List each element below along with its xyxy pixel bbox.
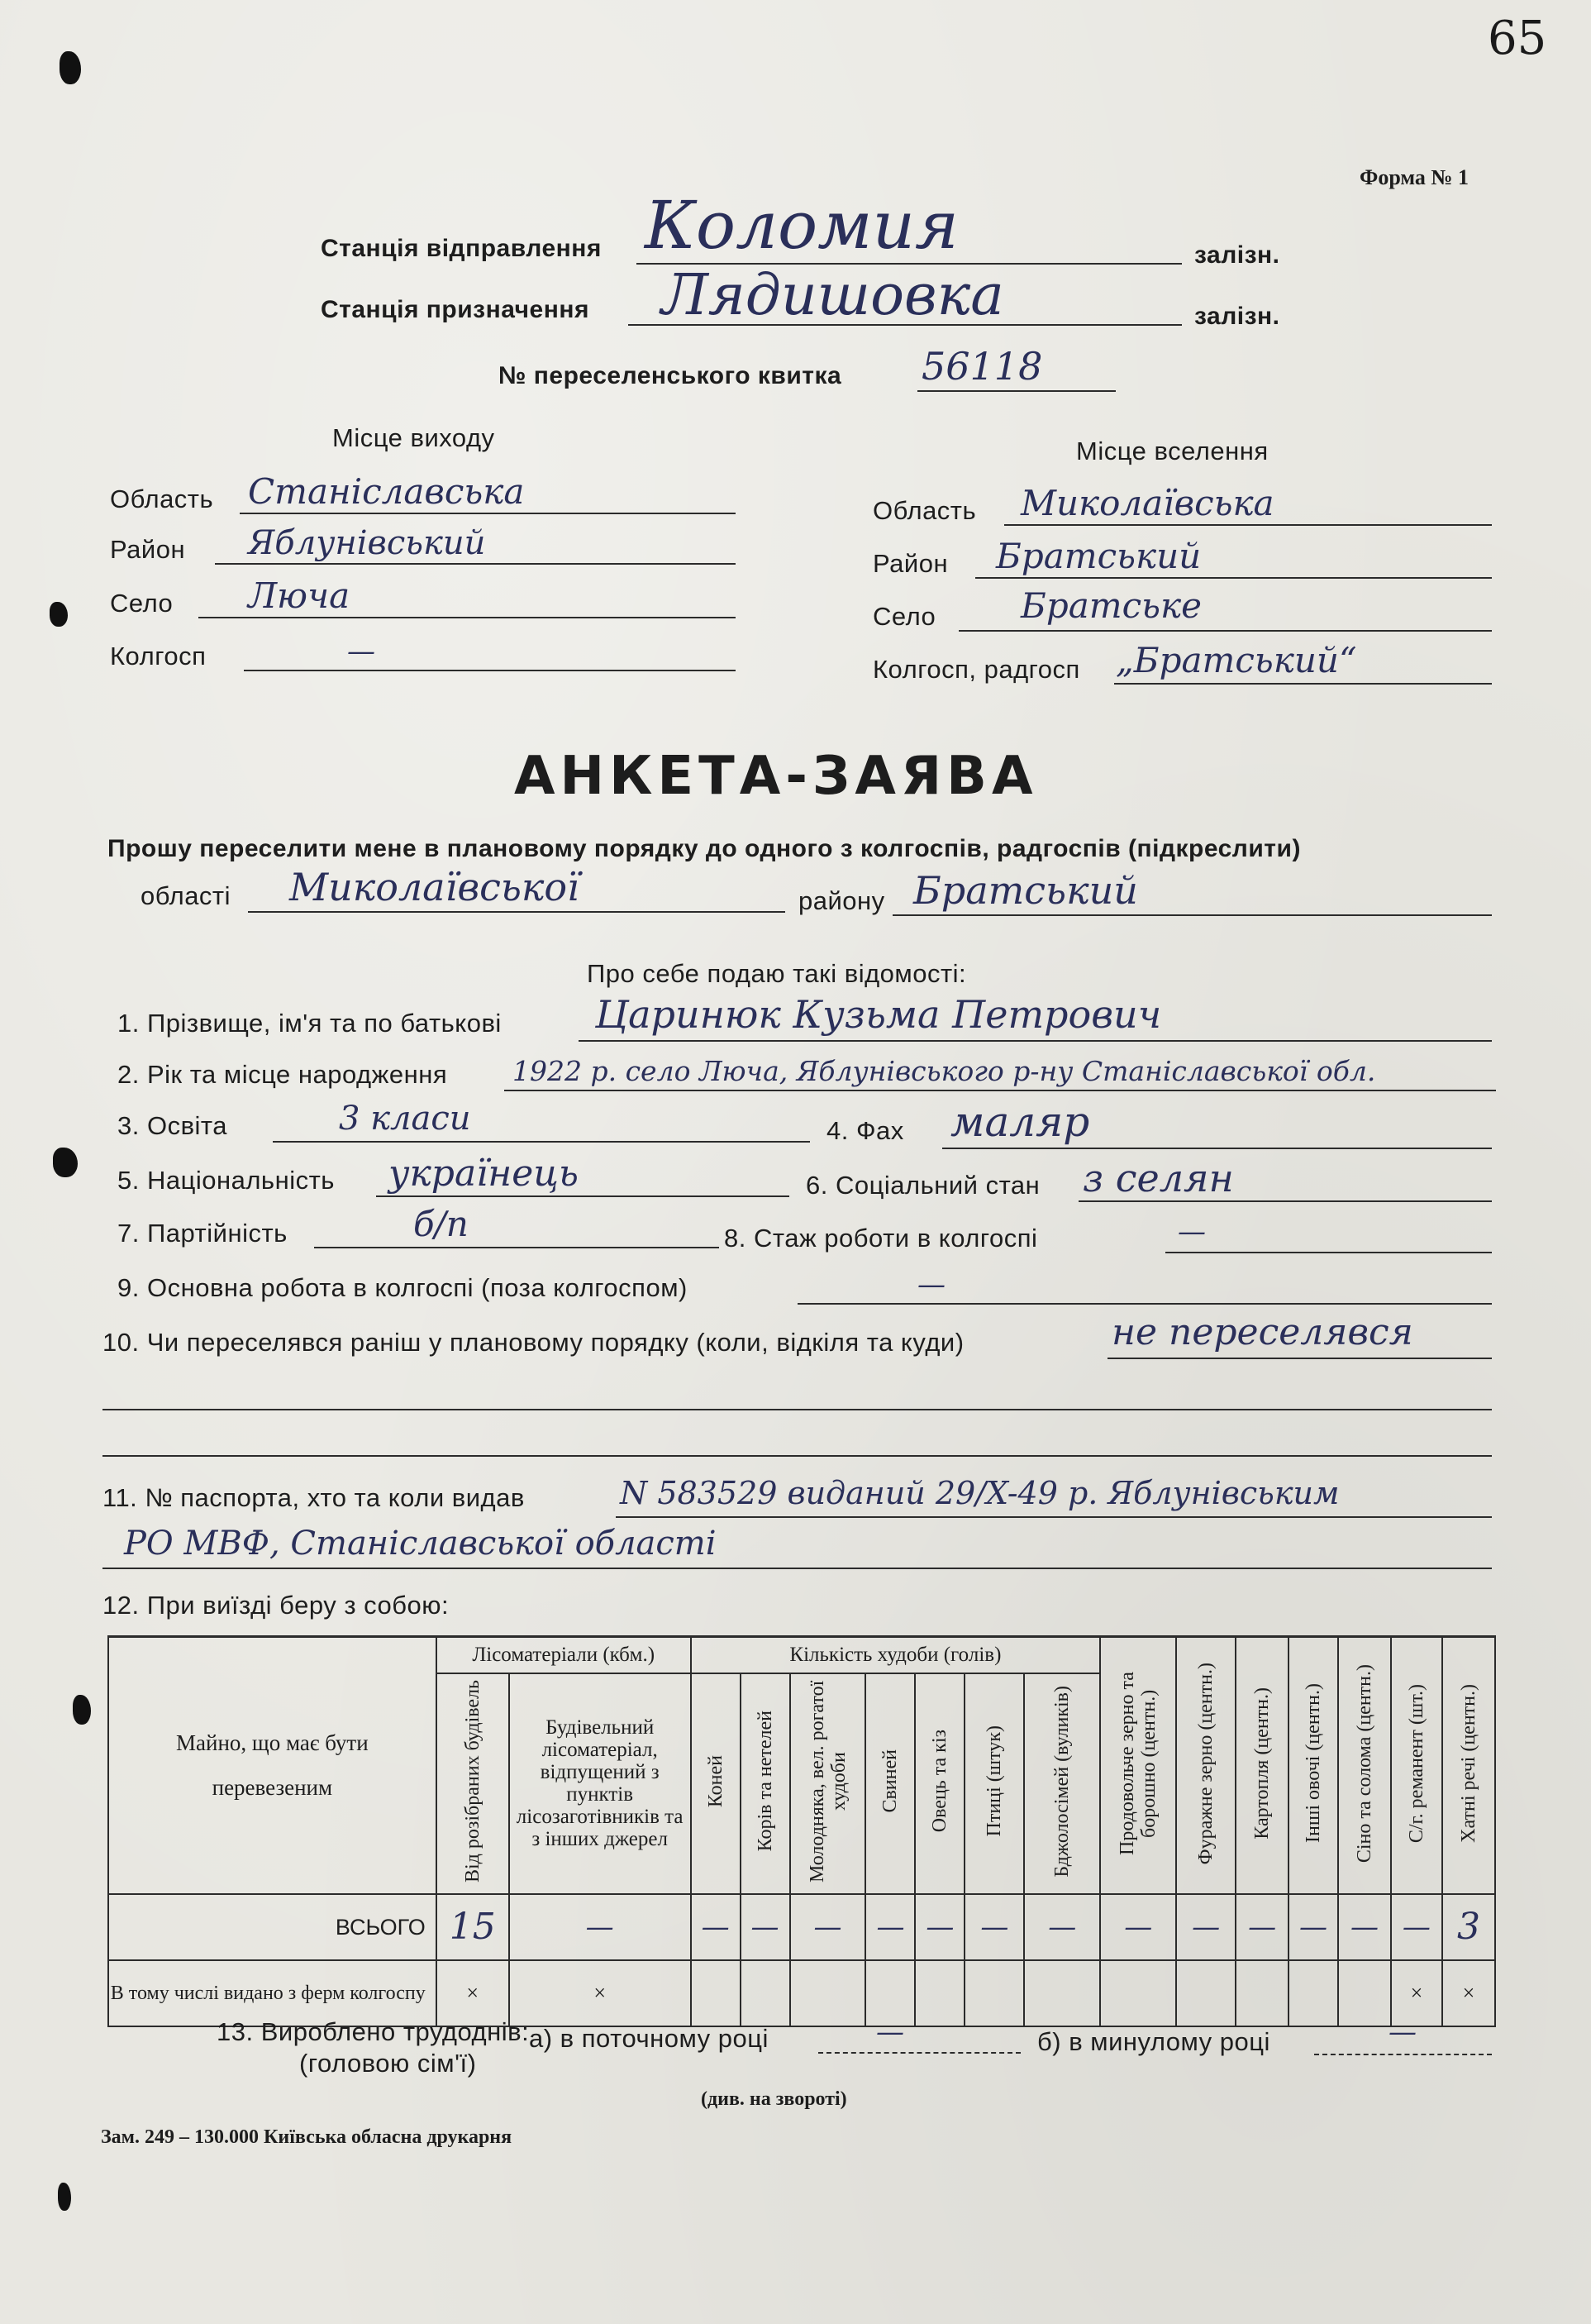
request-raion-value: Братський — [913, 868, 1138, 913]
origin-kolhosp-value: — — [347, 635, 375, 668]
col-header-pigs: Свиней — [879, 1749, 902, 1813]
table-cell — [741, 1960, 790, 2026]
q13-label: 13. Вироблено трудоднів: — [217, 2017, 530, 2046]
origin-selo-value: Люча — [248, 575, 350, 616]
q3-value: 3 класи — [339, 1100, 471, 1138]
origin-selo-label: Село — [110, 589, 174, 618]
table-cell: — — [691, 1894, 741, 1960]
table-cell: — — [1176, 1894, 1236, 1960]
table-cell — [1176, 1960, 1236, 2026]
q7-value: б/п — [413, 1204, 469, 1244]
q6-value: з селян — [1083, 1156, 1234, 1200]
col-header-cell — [965, 1673, 1024, 1894]
intro-text: Про себе подаю такі відомості: — [587, 959, 967, 988]
request-oblast-line — [248, 911, 785, 913]
table-cell: — — [1289, 1894, 1338, 1960]
departure-station-value: Коломия — [645, 187, 959, 264]
q2-line — [504, 1090, 1496, 1091]
table-row-farm — [108, 1960, 1495, 2026]
col-header-hay-straw: Сіно та солома (центн.) — [1353, 1663, 1375, 1863]
table-cell: — — [1100, 1894, 1176, 1960]
table-cell: × — [509, 1960, 691, 2026]
col-header-cell — [509, 1673, 691, 1894]
destination-kolhosp-line — [1114, 683, 1492, 685]
property-header: Майно, що має бути перевезеним — [176, 1730, 369, 1801]
col-header-fodder-grain: Фуражне зерно (центн.) — [1195, 1662, 1217, 1864]
table-cell: — — [915, 1894, 965, 1960]
q3-label: 3. Освіта — [117, 1111, 228, 1140]
request-text: Прошу переселити мене в плановому порядку до одного з колгоспів, радгоспів (підкреслити) — [107, 835, 1301, 862]
q4-line — [942, 1148, 1492, 1149]
q9-value: — — [917, 1268, 946, 1301]
destination-heading: Місце вселення — [1076, 437, 1269, 465]
q5-line — [376, 1195, 789, 1197]
col-header-poultry: Птиці (штук) — [984, 1725, 1006, 1837]
table-cell: 3 — [1442, 1894, 1495, 1960]
table-cell — [790, 1960, 866, 2026]
printer-imprint: Зам. 249 – 130.000 Київська обласна друкарня — [101, 2126, 512, 2148]
origin-selo-line — [198, 617, 736, 618]
col-header-food-grain: Продовольче зерно та борошно (центн.) — [1117, 1671, 1160, 1855]
q10-label: 10. Чи переселявся раніш у плановому порядку (коли, відкіля та куди) — [102, 1328, 965, 1357]
col-header-cell — [1442, 1637, 1495, 1894]
col-header-potatoes: Картопля (центн.) — [1251, 1687, 1274, 1840]
col-header-horses: Коней — [704, 1754, 726, 1808]
table-cell: — — [865, 1894, 915, 1960]
row-total-label: ВСЬОГО — [335, 1914, 426, 1940]
col-header-household-items: Хатні речі (центн.) — [1457, 1683, 1479, 1843]
origin-oblast-label: Область — [110, 484, 214, 513]
destination-station-value: Лядишовка — [661, 263, 1004, 328]
q11-value-2: РО МВФ, Станіславської області — [124, 1525, 717, 1563]
col-header-bee-colonies: Бджолосімей (вуликів) — [1051, 1685, 1074, 1878]
q7-line — [314, 1247, 719, 1248]
col-header-cell — [1176, 1637, 1236, 1894]
q8-value: — — [1178, 1215, 1206, 1248]
origin-kolhosp-line — [244, 670, 736, 671]
q11-value: N 583529 виданий 29/X-49 р. Яблунівським — [620, 1475, 1340, 1511]
col-header-building-timber: Будівельний лісоматеріал, відпущений з пунктів лісозаготівників та з інших джерел — [516, 1716, 684, 1850]
q13-b-value: — — [1389, 2016, 1417, 2049]
livestock-group-cell — [691, 1637, 1101, 1673]
punch-hole-mark — [60, 51, 81, 84]
property-header-cell — [108, 1637, 436, 1894]
q10-extra-line — [102, 1455, 1492, 1457]
q10-extra-line — [102, 1409, 1492, 1410]
col-header-cell — [1024, 1673, 1100, 1894]
origin-heading: Місце виходу — [332, 423, 495, 452]
col-header-cell — [1289, 1637, 1338, 1894]
q5-value: українець — [388, 1152, 579, 1195]
form-label: Форма № 1 — [1360, 165, 1470, 189]
punch-hole-mark — [53, 1148, 78, 1177]
q4-label: 4. Фах — [826, 1116, 904, 1145]
q9-line — [798, 1303, 1492, 1305]
table-cell: — — [965, 1894, 1024, 1960]
destination-raion-label: Район — [873, 549, 949, 578]
q5-label: 5. Національність — [117, 1166, 335, 1195]
reverse-side-note: (див. на звороті) — [701, 2088, 847, 2110]
col-header-cell — [915, 1673, 965, 1894]
destination-selo-label: Село — [873, 602, 936, 631]
col-header-cell — [1391, 1637, 1442, 1894]
table-cell — [1338, 1960, 1391, 2026]
table-cell: — — [1391, 1894, 1442, 1960]
table-cell: — — [790, 1894, 866, 1960]
destination-selo-value: Братське — [1021, 585, 1202, 626]
q12-label: 12. При виїзді беру з собою: — [102, 1591, 450, 1620]
page-number: 65 — [1488, 12, 1547, 65]
col-header-cows: Корів та нетелей — [754, 1711, 776, 1852]
livestock-group-header: Кількість худоби (голів) — [789, 1643, 1002, 1666]
col-header-cell — [741, 1673, 790, 1894]
q1-value: Царинюк Кузьма Петрович — [595, 992, 1162, 1037]
col-header-sheep-goats: Овець та кіз — [929, 1730, 951, 1833]
table-cell: — — [741, 1894, 790, 1960]
ticket-line — [917, 390, 1116, 392]
table-cell — [691, 1960, 741, 2026]
destination-oblast-value: Миколаївська — [1021, 483, 1274, 523]
row-farm-label: В тому числі видано з ферм колгоспу — [110, 1982, 426, 2004]
q11-line — [616, 1516, 1492, 1518]
q13-a-value: — — [876, 2016, 904, 2049]
col-header-cell — [1338, 1637, 1391, 1894]
col-header-farm-tools: С/г. реманент (шт.) — [1405, 1683, 1427, 1843]
origin-raion-value: Яблунівський — [248, 524, 486, 562]
table-cell — [1236, 1960, 1289, 2026]
punch-hole-mark — [58, 2183, 71, 2211]
q11-label: 11. № паспорта, хто та коли видав — [102, 1483, 525, 1512]
ticket-number: 56118 — [922, 344, 1043, 389]
col-header-young-cattle: Молодняка, вел. рогатої худоби — [806, 1680, 850, 1883]
table-cell: 15 — [436, 1894, 509, 1960]
origin-oblast-value: Станіславська — [248, 471, 525, 512]
q6-label: 6. Соціальний стан — [806, 1171, 1041, 1200]
q10-value: не переселявся — [1112, 1311, 1413, 1353]
request-oblast-label: області — [141, 881, 231, 910]
q13-b-line — [1314, 2054, 1492, 2055]
q8-line — [1165, 1252, 1492, 1253]
destination-oblast-label: Область — [873, 496, 977, 525]
q1-line — [579, 1040, 1492, 1042]
q11-line-2 — [102, 1568, 1492, 1569]
q9-label: 9. Основна робота в колгоспі (поза колгоспом) — [117, 1273, 688, 1302]
table-cell — [915, 1960, 965, 2026]
q13-a-line — [818, 2052, 1021, 2054]
q2-value: 1922 р. село Люча, Яблунівського р-ну Станіславської обл. — [512, 1055, 1376, 1087]
document-title: АНКЕТА-ЗАЯВА — [514, 746, 1038, 807]
col-header-dismantled-buildings: Від розібраних будівель — [461, 1679, 483, 1883]
col-header-cell — [691, 1673, 741, 1894]
table-row-total — [108, 1894, 1495, 1960]
goods-table — [107, 1635, 1496, 2027]
table-cell: — — [1024, 1894, 1100, 1960]
col-header-cell — [1236, 1637, 1289, 1894]
q7-label: 7. Партійність — [117, 1219, 288, 1248]
ticket-label: № переселенського квитка — [498, 362, 842, 389]
table-cell: — — [1236, 1894, 1289, 1960]
q3-line — [273, 1141, 810, 1143]
table-cell — [965, 1960, 1024, 2026]
table-cell — [1024, 1960, 1100, 2026]
punch-hole-mark — [73, 1695, 91, 1725]
timber-group-header: Лісоматеріали (кбм.) — [472, 1643, 655, 1666]
q8-label: 8. Стаж роботи в колгоспі — [724, 1224, 1038, 1253]
origin-raion-line — [215, 563, 736, 565]
q4-value: маляр — [950, 1098, 1090, 1146]
departure-rail-suffix: залізн. — [1194, 241, 1280, 269]
request-raion-line — [893, 914, 1492, 916]
col-header-other-vegetables: Інші овочі (центн.) — [1303, 1683, 1325, 1844]
table-cell: — — [1338, 1894, 1391, 1960]
destination-raion-line — [975, 577, 1492, 579]
origin-raion-label: Район — [110, 535, 186, 564]
table-cell: × — [1442, 1960, 1495, 2026]
timber-group-cell — [436, 1637, 691, 1673]
q10-line — [1108, 1358, 1492, 1359]
col-header-cell — [1100, 1637, 1176, 1894]
destination-kolhosp-value: „Братський“ — [1116, 640, 1357, 680]
q1-label: 1. Прізвище, ім'я та по батькові — [117, 1009, 502, 1038]
departure-station-label: Станція відправлення — [321, 235, 602, 262]
destination-raion-value: Братський — [996, 536, 1202, 576]
q13-b-label: б) в минулому році — [1037, 2027, 1270, 2056]
table-cell — [1100, 1960, 1176, 2026]
destination-kolhosp-label: Колгосп, радгосп — [873, 655, 1080, 684]
origin-oblast-line — [240, 513, 736, 514]
col-header-cell — [865, 1673, 915, 1894]
destination-selo-line — [959, 630, 1492, 632]
table-cell: × — [1391, 1960, 1442, 2026]
destination-rail-suffix: залізн. — [1194, 303, 1280, 330]
q13-sub: (головою сім'ї) — [299, 2049, 477, 2078]
request-raion-label: району — [798, 886, 885, 915]
col-header-cell — [790, 1673, 866, 1894]
origin-kolhosp-label: Колгосп — [110, 642, 207, 670]
col-header-cell — [436, 1673, 509, 1894]
destination-oblast-line — [1004, 524, 1492, 526]
table-cell: × — [436, 1960, 509, 2026]
table-cell — [1289, 1960, 1338, 2026]
destination-station-label: Станція призначення — [321, 296, 589, 323]
request-oblast-value: Миколаївської — [289, 865, 579, 909]
punch-hole-mark — [50, 602, 68, 627]
q13-a-label: а) в поточному році — [529, 2024, 769, 2053]
q6-line — [1079, 1200, 1492, 1202]
table-cell: — — [509, 1894, 691, 1960]
q2-label: 2. Рік та місце народження — [117, 1060, 448, 1089]
